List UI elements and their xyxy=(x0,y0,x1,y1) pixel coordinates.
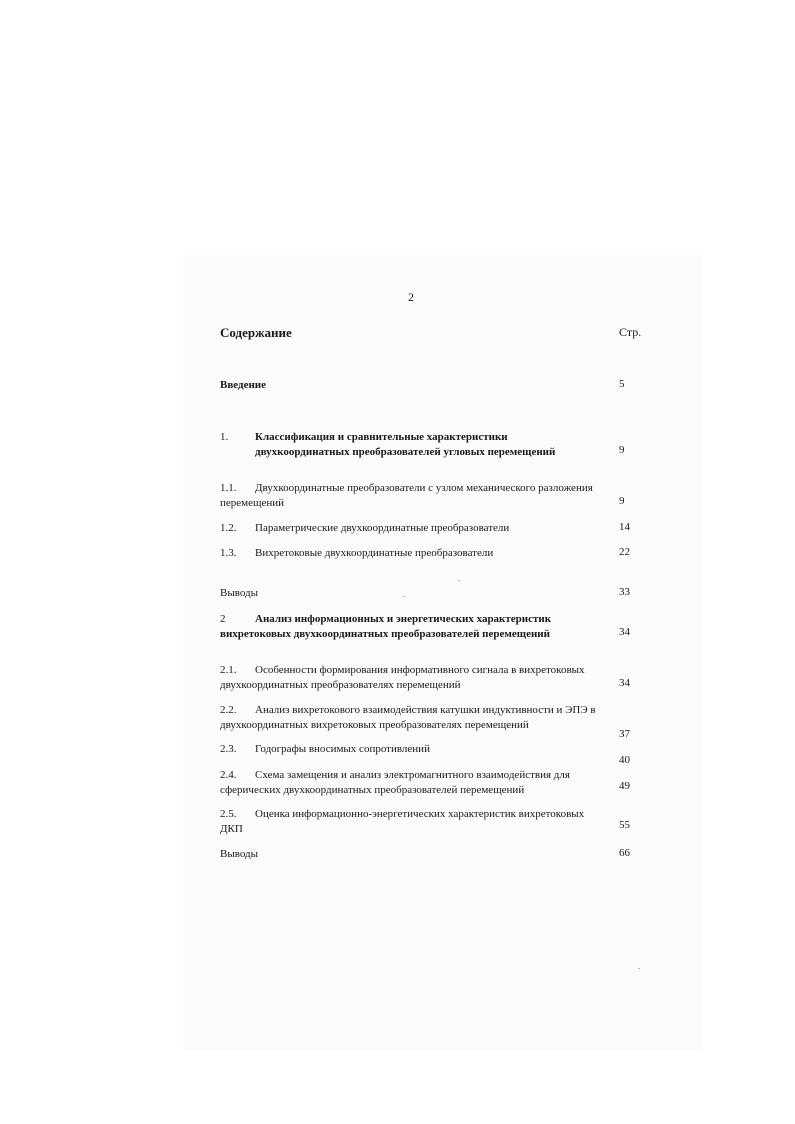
entry-text: Оценка информационно-энергетических характеристик вихретоковых xyxy=(255,808,585,820)
entry-number: 1. xyxy=(220,431,229,443)
page-number: 2 xyxy=(408,290,414,304)
toc-page: 34 xyxy=(619,677,630,689)
toc-page: 14 xyxy=(619,521,630,533)
entry-text: Параметрические двухкоординатные преобразователи xyxy=(255,522,510,534)
toc-entry-2-1 xyxy=(220,663,615,693)
entry-text-cont: сферических двухкоординатных преобразователей перемещений xyxy=(220,784,525,796)
toc-entry-2-4 xyxy=(220,768,615,798)
entry-number: 2.3. xyxy=(220,743,237,755)
toc-entry-conclusions-1 xyxy=(220,586,615,601)
entry-text-cont: ДКП xyxy=(220,823,243,835)
toc-page: 34 xyxy=(619,626,630,638)
entry-number: 2 xyxy=(220,613,226,625)
toc-entry-chapter-1 xyxy=(220,430,615,460)
entry-number: 2.2. xyxy=(220,704,237,716)
toc-page: 49 xyxy=(619,780,630,792)
entry-text-cont: перемещений xyxy=(220,497,285,509)
entry-number: 1.1. xyxy=(220,482,237,494)
toc-entry-2-2 xyxy=(220,703,615,733)
toc-page: 5 xyxy=(619,378,625,390)
entry-text: Введение xyxy=(220,379,267,391)
toc-page: 66 xyxy=(619,847,630,859)
entry-text: Анализ вихретокового взаимодействия катушки индуктивности и ЭПЭ в xyxy=(255,704,596,716)
entry-text: Вихретоковые двухкоординатные преобразователи xyxy=(255,547,494,559)
entry-number: 1.3. xyxy=(220,547,237,559)
entry-text: Схема замещения и анализ электромагнитного взаимодействия для xyxy=(255,769,570,781)
toc-page: 55 xyxy=(619,819,630,831)
entry-text-cont: двухкоординатных преобразователях перемещений xyxy=(220,679,461,691)
scan-speck xyxy=(638,968,640,969)
toc-entry-introduction xyxy=(220,378,615,393)
scan-speck xyxy=(403,596,405,597)
entry-number: 2.5. xyxy=(220,808,237,820)
entry-text: Выводы xyxy=(220,848,259,860)
scan-speck xyxy=(458,580,460,581)
entry-text: Анализ информационных и энергетических характеристик xyxy=(255,613,552,625)
toc-page: 40 xyxy=(619,754,630,766)
toc-page: 9 xyxy=(619,444,625,456)
entry-text-cont: двухкоординатных преобразователей угловых перемещений xyxy=(255,446,556,458)
entry-text: Классификация и сравнительные характеристики xyxy=(255,431,508,443)
toc-entry-conclusions-2 xyxy=(220,847,615,862)
entry-text: Особенности формирования информативного сигнала в вихретоковых xyxy=(255,664,585,676)
toc-entry-1-3 xyxy=(220,546,615,561)
entry-number: 2.1. xyxy=(220,664,237,676)
entry-text-cont: двухкоординатных вихретоковых преобразователях перемещений xyxy=(220,719,529,731)
toc-entry-1-2 xyxy=(220,521,615,536)
toc-page: 22 xyxy=(619,546,630,558)
toc-page: 9 xyxy=(619,495,625,507)
toc-entry-1-1 xyxy=(220,481,615,511)
toc-entry-2-5 xyxy=(220,807,615,837)
toc-entry-2-3 xyxy=(220,742,615,757)
toc-entry-chapter-2 xyxy=(220,612,615,642)
entry-text: Годографы вносимых сопротивлений xyxy=(255,743,430,755)
toc-page: 37 xyxy=(619,728,630,740)
entry-text-cont: вихретоковых двухкоординатных преобразователей перемещений xyxy=(220,628,550,640)
entry-number: 1.2. xyxy=(220,522,237,534)
entry-number: 2.4. xyxy=(220,769,237,781)
entry-text: Выводы xyxy=(220,587,259,599)
toc-page: 33 xyxy=(619,586,630,598)
document-page xyxy=(183,255,703,1050)
entry-text: Двухкоординатные преобразователи с узлом механического разложения xyxy=(255,482,593,494)
toc-page-column-header: Стр. xyxy=(619,325,642,339)
toc-title: Содержание xyxy=(220,325,292,340)
